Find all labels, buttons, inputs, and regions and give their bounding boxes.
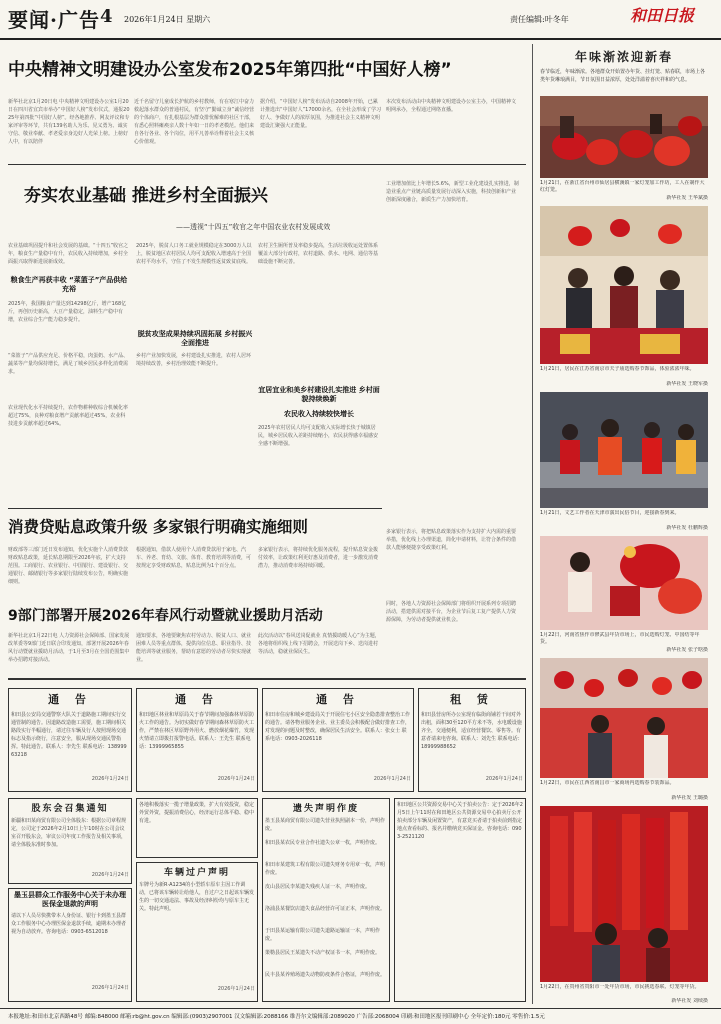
page-number: 4 (100, 6, 113, 27)
notice-body: 和田县公安局交通警察大队关于道路施工期间实行交通管制的通告。因道路改造施工需要，施工期间相关路段实行半幅通行，请过往车辆及行人按照现场交通标志及指示绕行，注意安全，服从现场交通民警指挥。特此通告。联系人：李先生 联系电话：13899963218 (11, 712, 127, 758)
photo-caption: 1月22日，河南省焦作市修武县年货市场上，市民选购灯笼、中国结等年货。 (540, 632, 700, 645)
subheading: 脱贫攻坚成果持续巩固拓展 乡村振兴全面推进 (137, 330, 253, 347)
headline-agri: 夯实农业基础 推进乡村全面振兴 (24, 186, 268, 206)
photo-caption: 1月21日，在浙江省台州市仙居县横溪镇一家灯笼加工作坊，工人在制作大红灯笼。 (540, 180, 705, 193)
article-body: “菜篮子”产品供应充足、价格平稳，肉蛋奶、水产品、蔬菜等产量均保持增长，满足了城乡居民多样化消费需求。 (8, 353, 129, 375)
photo-credit: 新华社发 王晓军摄 (666, 381, 708, 387)
meeting-notice-box (8, 798, 132, 884)
feature-title: 年味渐浓迎新春 (574, 50, 673, 64)
refund-notice-date: 2026年1月24日 (91, 985, 129, 991)
photo-credit: 新华社发 张子晗摄 (666, 647, 708, 653)
notice-title: 通 告 (48, 693, 92, 706)
photo-holiday-shopping (540, 206, 708, 364)
vehicle-notice-body: 车牌号为新R·A1234的小型轿车原车主因工作调动，已将该车辆转让给他人，自过户之日起该车辆发生的一切交通违法、事故及经济纠纷均与原车主无关。特此声明。 (139, 882, 255, 912)
headline-employment: 9部门部署开展2026年春风行动暨就业援助月活动 (8, 608, 323, 624)
vehicle-notice-box (136, 862, 258, 1002)
lost-notice-item: 策勒县居民王某遗失不动产权证书一本，声明作废。 (265, 950, 381, 956)
notice-box (262, 688, 414, 792)
lost-notice-list (265, 817, 387, 993)
photo-folk-performance (540, 392, 708, 508)
photo-credit: 新华社发 杜鹏辉摄 (666, 525, 708, 531)
rental-date: 2026年1月24日 (485, 776, 523, 782)
refund-notice-title: 墨玉县群众工作服务中心关于未办理医保金退款的声明 (14, 891, 126, 908)
article-body: 农业现代化水平持续提升，农作物耕种收综合机械化率超过75%，良种对粮食增产贡献率超过45%，农业科技进步贡献率超过64%。 (8, 405, 129, 427)
lost-notice-item: 于田县某运输有限公司遗失道路运输证一本，声明作废。 (265, 928, 381, 942)
article-body: 此次活动以“春风送岗促就业 真情援助暖人心”为主题，各地将组织线上线下招聘会，开展送岗下乡、送岗进村等活动，稳就业保民生。 (258, 633, 380, 655)
subheading: 农民收入持续较快增长 (284, 410, 354, 418)
article-body: 财政部等三部门近日发布通知，优化实施个人消费贷款财政贴息政策，延长贴息期限至2026年底，扩大支持范围。工商银行、农业银行、中国银行、建设银行、交通银行、邮储银行等多家银行陆续发布公告，明确实施细则。 (8, 547, 129, 585)
notice-body: 各地积极落实一揽子增量政策，扩大有效投资，稳定外贸外资，提振消费信心，经济运行总体平稳、稳中有进。 (139, 802, 255, 824)
notice-title: 通 告 (175, 693, 219, 706)
article-body: 2025年农村居民人均可支配收入实际增长快于城镇居民，城乡居民收入差距持续缩小，农民获得感幸福感安全感不断增强。 (258, 425, 379, 447)
notice-body: 和田地区林业和草原局关于春节期间加强森林草原防火工作的通告。为切实做好春节期间森林草原防火工作，严禁在林区草原野外用火、燃放烟花爆竹，发现火情请立即拨打报警电话。联系人：王先生 联系电话：13999965855 (139, 712, 255, 750)
article-body: 农村卫生厕所普及率稳步提高，生活垃圾收运处置体系覆盖大部分行政村，农村道路、供水、电网、通信等基础设施不断完善。 (258, 243, 379, 265)
lost-notice-item: 民丰县某养殖场遗失动物防疫条件合格证，声明作废。 (265, 972, 386, 978)
rental-title: 租 赁 (450, 693, 494, 706)
auction-notice-body: 和田地区公共资源交易中心关于拍卖公告：定于2026年2月5日上午11时在和田地区公共资源交易中心拍卖厅公开拍卖部分车辆及闲置资产，有意竞买者请于拍卖前到指定地点查看标的、报名并缴纳竞买保证金。咨询电话：0903-2521120 (397, 802, 523, 840)
meeting-notice-body: 新疆和田某商贸有限公司全体股东：根据公司章程规定，公司定于2026年2月10日上午10时在公司会议室召开股东会，审议公司年度工作报告及相关事项，请全体股东准时参加。 (11, 818, 127, 848)
photo-lantern-workshop (540, 96, 708, 178)
subheading: 宜居宜业和美乡村建设扎实推进 乡村面貌持续焕新 (258, 386, 380, 403)
subheading: 粮食生产再获丰收 “菜篮子”产品供给充裕 (10, 276, 128, 293)
article-body: 近千名留守儿童成长护航的乡村教师，有在寒江中奋力救起落水群众的普通村民，有坚守“勤诚立身”诚信经营的个体商户，有扎根基层为群众排忧解难的社区干部，有悉心照料瘫痪亲人数十年如一日的孝老模范。他们来自各行各业、各个岗位，用平凡善举诠释着社会主义核心价值观。 (134, 99, 255, 145)
photo-credit: 新华社发 刘续摄 (671, 998, 708, 1004)
editor-credit: 责任编辑:叶冬年 (510, 15, 569, 24)
notice-box (136, 798, 258, 858)
lost-notice-item: 皮山县居民李某遗失残疾人证一本，声明作废。 (265, 884, 371, 890)
article-body: 多家银行表示，将持续优化服务流程，提升贴息资金拨付效率，让政策红利更好惠及消费者，进一步激发消费潜力，推动消费市场持续回暖。 (258, 547, 379, 569)
photo-caption: 1月21日，居民在江苏省南京市夫子庙选购春节饰品，体验浓浓年味。 (540, 366, 695, 372)
article-body: 同时，各地人力资源社会保障部门将组织开展系列专项招聘活动，搭建供需对接平台，为企业节后复工复产提供人力资源保障，为劳动者提供就业机会。 (386, 601, 517, 623)
page-footer: 本报地址:和田市北京西路48号 邮编:848000 邮箱:rb@ht.gov.cn 编辑部:(0903)2907001 汉文编辑部:2088166 维吾尔文编辑部:2089020 广告部:2068004 印刷:和田地区报刊印刷中心 全年定价:180元 零售价:1.5元 (0, 1008, 721, 1024)
article-body: 本次发布活动由中央精神文明建设办公室主办，中国精神文明网承办，全程通过网络直播。 (386, 99, 517, 113)
notice-box (8, 688, 132, 792)
notice-box (136, 688, 258, 792)
feature-lead: 春节临近，年味渐浓。各地群众开始置办年货、挂灯笼、贴春联，市场上各类年货琳琅满目，节日氛围日益浓厚，处处洋溢着喜庆祥和的气息。 (540, 69, 706, 83)
lost-notice-item: 和田县某农民专业合作社遗失公章一枚，声明作废。 (265, 840, 381, 846)
newspaper-logo: 和田日报 (630, 6, 695, 25)
article-body: 新华社北京1月20日电 中央精神文明建设办公室1月20日在四川省宜宾市举办“中国好人榜”发布仪式，通报2025年第四批“中国好人榜”。经各地推荐、网友评议和专家评审等环节，共有139名助人为乐、见义勇为、诚实守信、敬业奉献、孝老爱亲身边好人光荣上榜。上榜好人中，有以陪伴 (8, 99, 130, 145)
photo-credit: 新华社发 王璐摄 (671, 795, 708, 801)
article-body: 2025年，我国粮食产量达到14298亿斤，增产168亿斤，再创历史新高，大豆产量稳定，油料生产稳中有增，农业综合生产能力稳步提升。 (8, 301, 127, 323)
article-body: 乡村产业加快发展，乡村建设扎实推进，农村人居环境持续改善，乡村治理效能不断提升。 (136, 353, 252, 367)
rental-box (418, 688, 526, 792)
headline-main: 中央精神文明建设办公室发布2025年第四批“中国好人榜” (8, 60, 452, 80)
photo-caption: 1月21日，文艺工作者在天津市演出民俗节目，迎接新春到来。 (540, 510, 680, 516)
photo-caption: 1月22日，市民在江西省南昌市一家商场内选购春节装饰品。 (540, 780, 675, 786)
article-body: 多家银行表示，将把贴息政策落实作为支持扩大内需的重要举措，优化线上办理渠道，简化申请材料，让符合条件的借款人能够便捷享受政策红利。 (386, 529, 517, 551)
meeting-notice-title: 股东会召集通知 (31, 804, 109, 814)
photo-credit: 新华社发 王华斌摄 (666, 195, 708, 201)
refund-notice-body: 请以下人员尽快携带本人身份证、银行卡到墨玉县群众工作服务中心办理医保金退款手续，逾期未办理者视为自动放弃。咨询电话：0903-6512018 (11, 913, 127, 935)
meeting-notice-date: 2026年1月24日 (91, 872, 129, 878)
refund-notice-box (8, 888, 132, 1002)
vehicle-notice-title: 车辆过户声明 (163, 868, 230, 878)
photo-couplets-market (540, 806, 708, 982)
headline-consumer-loan: 消费贷贴息政策升级 多家银行明确实施细则 (8, 518, 308, 536)
article-body: 新华社北京1月22日电 人力资源社会保障部、国家发展改革委等9部门近日联合印发通知，部署开展2026年春风行动暨就业援助月活动，于1月至3月在全国范围集中举办招聘对接活动。 (8, 633, 130, 663)
vehicle-notice-date: 2026年1月24日 (217, 986, 255, 992)
article-body: 据介绍，“中国好人榜”发布活动自2008年开始，已累计推选出“中国好人”17000余名，在全社会形成了学习好人、争做好人的浓厚氛围，为推进社会主义精神文明建设汇聚强大正能量。 (260, 99, 382, 129)
lost-notice-item: 墨玉县某商贸有限公司遗失营业执照副本一份，声明作废。 (265, 818, 386, 832)
lost-notice-box (262, 798, 390, 1002)
photo-new-year-market (540, 536, 708, 630)
photo-mall-decorations (540, 658, 708, 778)
lost-notice-title: 遗失声明作废 (292, 804, 359, 814)
article-body: 2025年，脱贫人口务工就业规模稳定在3000万人以上，脱贫地区农村居民人均可支配收入增速高于全国农村平均水平，守住了不发生规模性返贫致贫底线。 (136, 243, 252, 265)
rental-body: 和田县营房所办公室现有临街商铺若干间对外出租，面积30至120平方米不等，水电暖设施齐全，交通便利，适宜经营餐饮、零售等。有意者请来电咨询。联系人：刘先生 联系电话：18999988652 (421, 712, 523, 750)
article-body: 农业基础巩固提升和社会发展的基础。“十四五”收官之年，粮食生产量稳中有升，农民收入持续增加，乡村全面振兴取得新进展新成效。 (8, 243, 129, 265)
lost-notice-item: 洛浦县某餐饮店遗失食品经营许可证正本，声明作废。 (265, 906, 386, 912)
notice-body: 和田市住房和城乡建设局关于开展住宅小区安全隐患排查整治工作的通告。请各物业服务企业、业主委员会积极配合做好排查工作，对发现的问题及时整改，确保居民生活安全。联系人：张女士 联系电话：0903-2026118 (265, 712, 411, 742)
notice-title: 通 告 (316, 693, 360, 706)
notice-date: 2026年1月24日 (91, 776, 129, 782)
divider (8, 508, 382, 509)
headline-agri-subtitle: ——透视“十四五”收官之年中国农业农村发展成效 (176, 223, 331, 231)
notice-date: 2026年1月24日 (217, 776, 255, 782)
lost-notice-item: 和田市某建筑工程有限公司遗失财务专用章一枚，声明作废。 (265, 862, 386, 876)
article-body: 根据通知，借款人使用个人消费贷款用于家电、汽车、养老、育幼、文旅、体育、教育培训等消费，可按规定享受财政贴息，贴息比例为1个百分点。 (136, 547, 252, 569)
section-name: 要闻·广告 (8, 8, 100, 32)
article-body: 通知要求，各地要聚焦农村劳动力、脱贫人口、就业困难人员等重点群体，提供岗位信息、职业指导、技能培训等就业服务，帮助有意愿的劳动者尽快实现就业。 (136, 633, 252, 663)
divider (8, 678, 526, 680)
article-body: 工业增加值比上年增长5.6%，新型工业化建设扎实推进，制造业重点产业链高质量发展行动深入实施，科技创新和产业创新深度融合，新质生产力加快培育。 (386, 181, 519, 203)
divider (8, 164, 526, 165)
auction-notice-box (394, 798, 526, 1002)
notice-date: 2026年1月24日 (373, 776, 411, 782)
page-header (0, 0, 721, 40)
issue-date: 2026年1月24日 星期六 (124, 15, 211, 24)
photo-caption: 1月22日，在贵州省贵阳市一处年货市场，市民挑选春联、灯笼等年货。 (540, 984, 700, 990)
